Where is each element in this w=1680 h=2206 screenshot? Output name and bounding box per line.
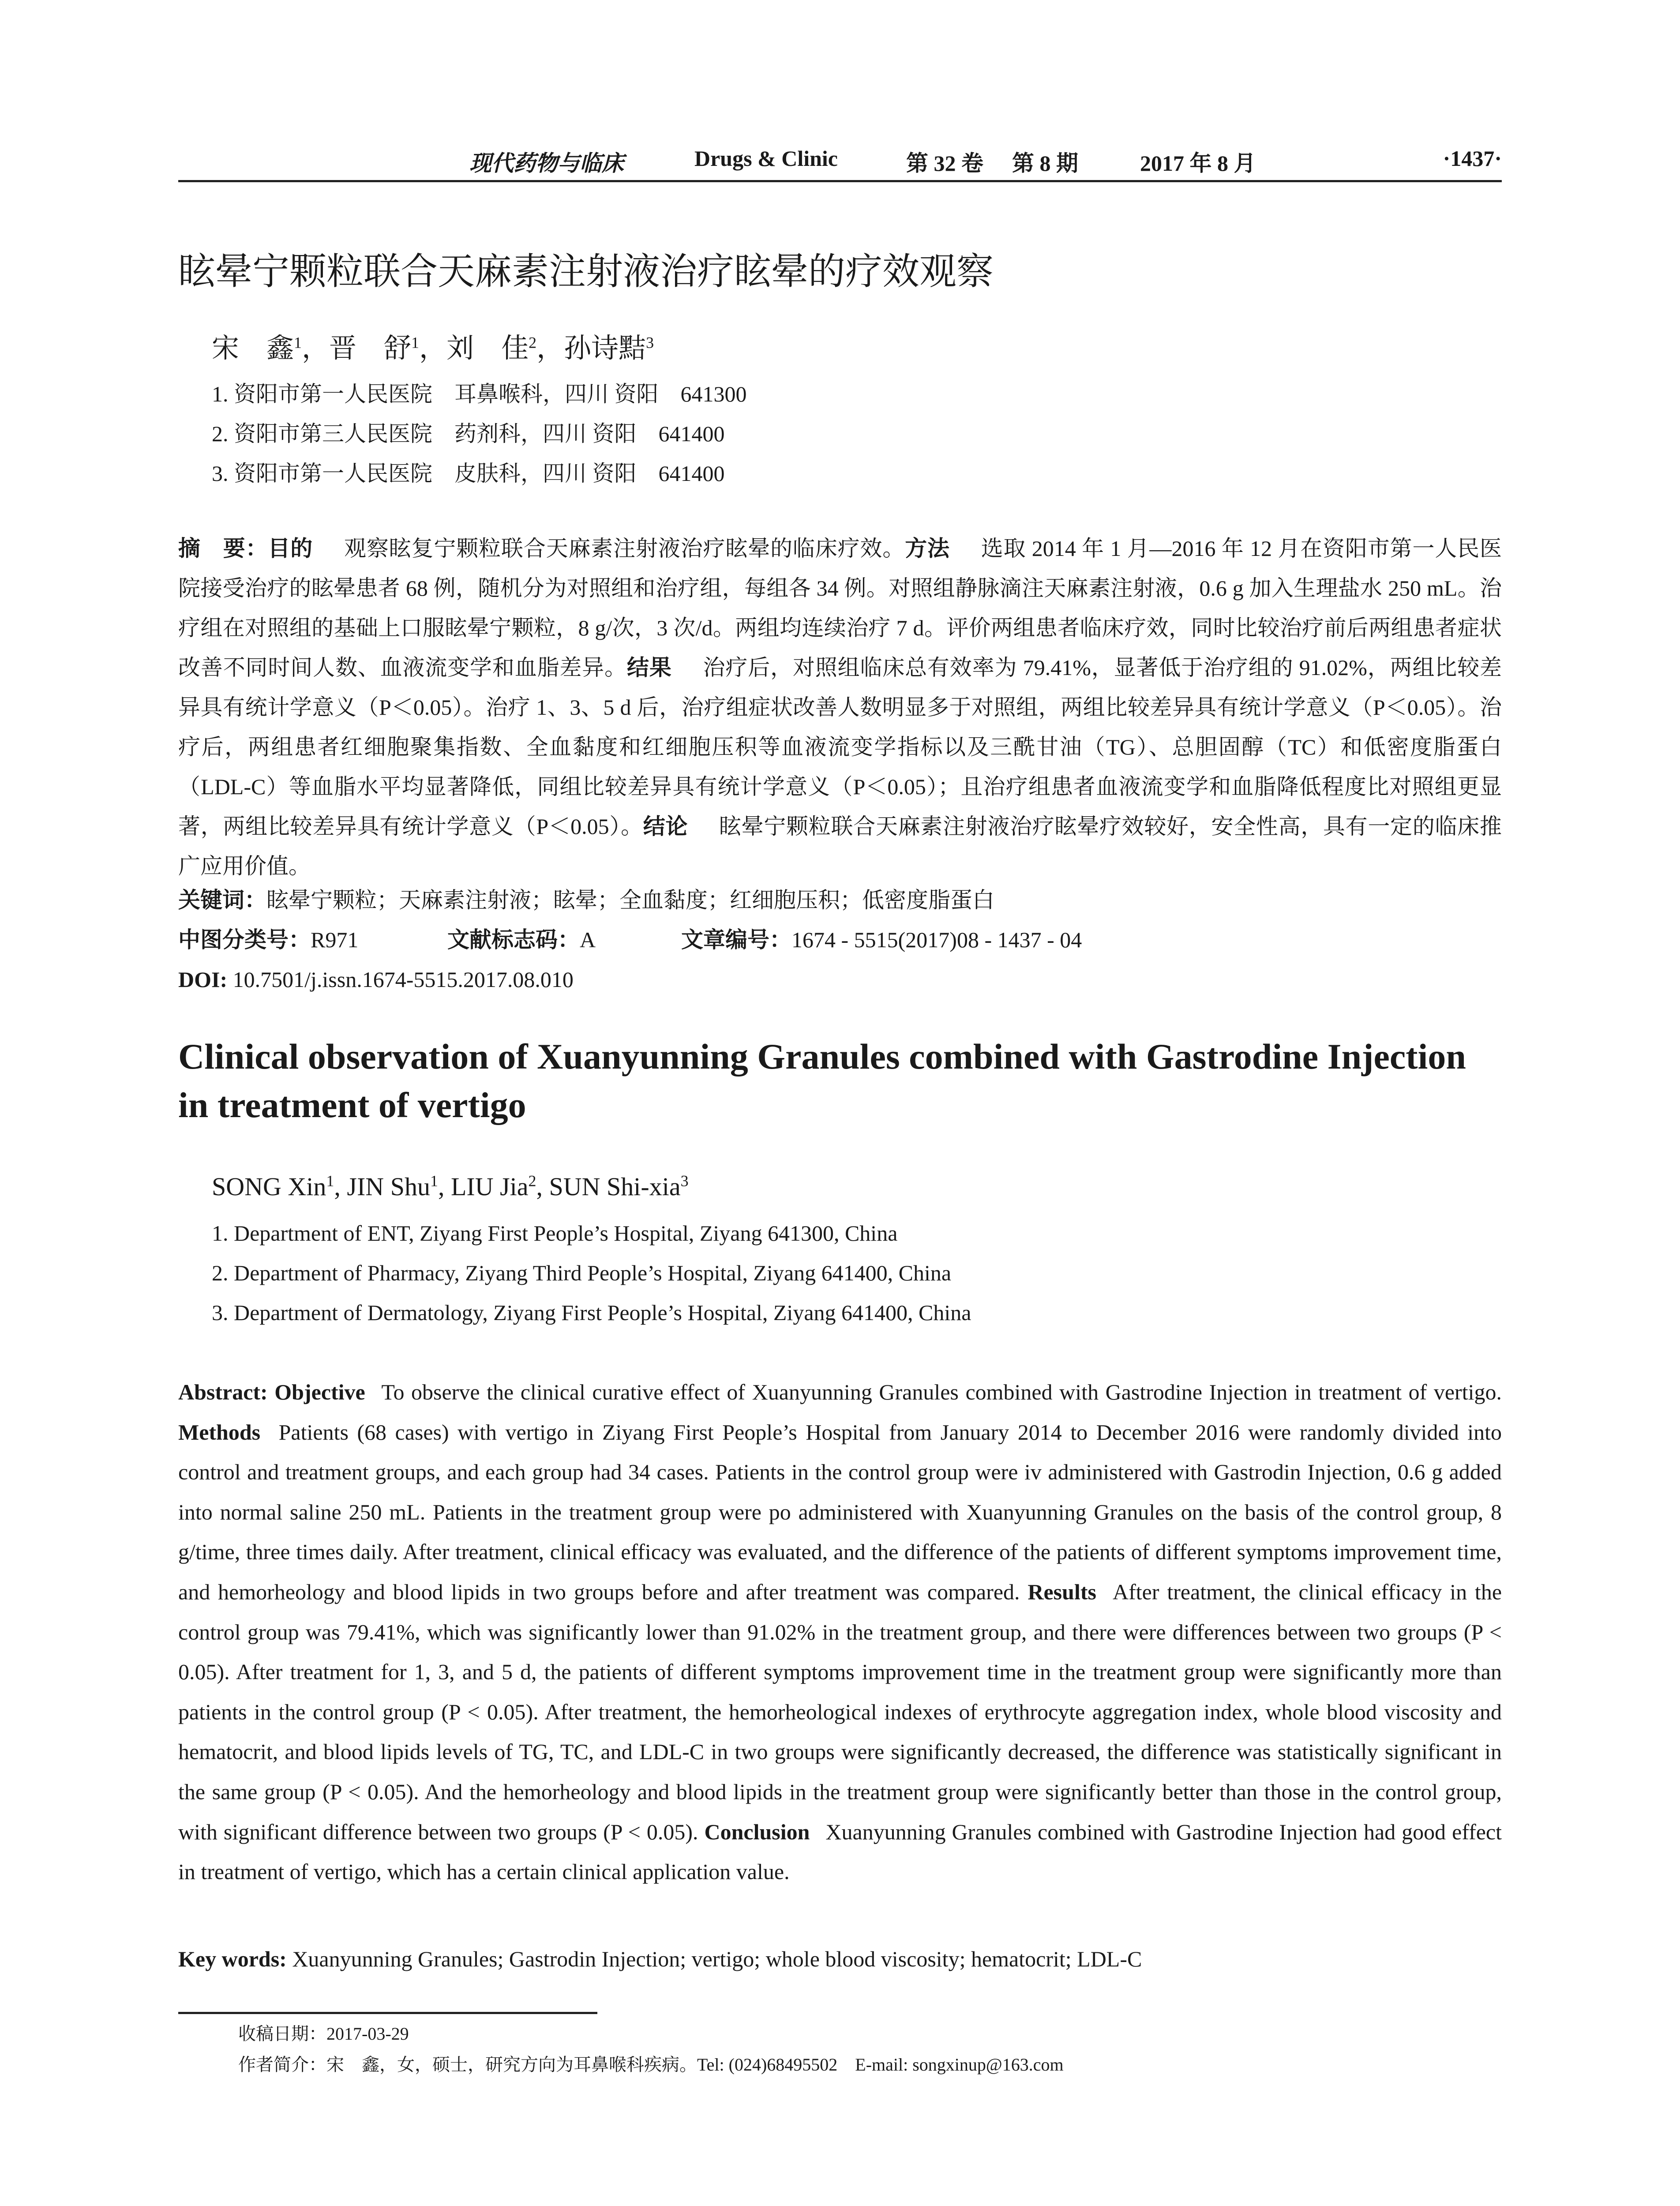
clc-label: 中图分类号： [178,927,311,953]
abstract-label: Abstract: [178,1380,268,1404]
affiliation-en: 2. Department of Pharmacy, Ziyang Third People’s Hospital, Ziyang 641400, China [212,1261,952,1285]
author-name: JIN Shu [347,1172,430,1201]
keywords-en [178,1939,1502,1979]
title-en: Clinical observation of Xuanyunning Granules combined with Gastrodine Injection in treatment of vertigo [178,1036,1466,1125]
author-name: 刘 佳 [446,334,529,364]
classification-line [178,920,1502,960]
title-cn: 眩晕宁颗粒联合天麻素注射液治疗眩晕的疗效观察 [178,250,994,293]
affiliation-cn: 3. 资阳市第一人民医院 皮肤科，四川 资阳 641400 [212,461,725,486]
issue-date: 2017 年 8 月 [1140,151,1256,176]
doc-code: A [580,927,596,952]
results-label: 结果 [626,655,672,680]
conclusion-text: Xuanyunning Granules combined with Gastrodine Injection had good effect in treatment of vertigo, which has a certain clinical application value. [178,1819,1502,1884]
abstract-cn [178,529,1502,886]
received-date: 2017-03-29 [326,2024,409,2044]
methods-text: 选取 2014 年 1 月—2016 年 12 月在资阳市第一人民医院接受治疗的眩晕患者 68 例，随机分为对照组和治疗组，每组各 34 例。对照组静脉滴注天麻素注射液，0.6 g 加入生理盐水 250 mL。治疗组在对照组的基础上口服眩晕宁颗粒，8 g/次，3 次/d。两组均连续治疗 7 d。评价两组患者临床疗效，同时比较治疗前后两组患者症状改善不同时间人数、血液流变学和血脂差异。 [178,536,1502,680]
methods-text: Patients (68 cases) with vertigo in Ziyang First People’s Hospital from January 2014 to December 2016 were randomly divided into control and treatment groups, and each group had 34 cases. Patients in the control group were iv administered with Gastrodin Injection, 0.6 g added into normal saline 250 mL. Patients in the treatment group were po administered with Xuanyunning Granules on the basis of the control group, 8 g/time, three times daily. After treatment, clinical efficacy was evaluated, and the difference of the patients of different symptoms improvement time, and hemorheology and blood lipids in two groups before and after treatment was compared. [178,1419,1502,1604]
author-bio: 宋 鑫，女，硕士，研究方向为耳鼻喉科疾病。Tel: (024)68495502 E-mail: songxinup@163.com [326,2055,1064,2075]
conclusion-label: Conclusion [704,1819,810,1844]
author-bio-label: 作者简介： [238,2055,326,2075]
author-bio-note [238,2052,1064,2078]
methods-label: Methods [178,1419,261,1444]
page-number: ·1437· [1443,146,1502,171]
results-text: 治疗后，对照组临床总有效率为 79.41%，显著低于治疗组的 91.02%，两组比较差异具有统计学意义（P＜0.05）。治疗 1、3、5 d 后，治疗组症状改善人数明显多于对照组，两组比较差异具有统计学意义（P＜0.05）。治疗后，两组患者红细胞聚集指数、全血黏度和红细胞压积等血液流变学指标以及三酰甘油（TG）、总胆固醇（TC）和低密度脂蛋白（LDL-C）等血脂水平均显著降低，同组比较差异具有统计学意义（P＜0.05）；且治疗组患者血液流变学和血脂降低程度比对照组更显著，两组比较差异具有统计学意义（P＜0.05）。 [178,655,1502,839]
author-name: 宋 鑫 [212,334,294,364]
author-name: 孙诗黠 [564,334,646,364]
keywords-label: 关键词： [178,887,266,913]
issue: 第 8 期 [1012,151,1078,176]
abstract-label: 摘 要： [178,536,268,561]
running-header [178,140,1502,182]
abstract-en [178,1372,1502,1892]
authors-en: SONG Xin$^1$, JIN Shu$^1$, LIU Jia$^2$, SUN Shi-xia$^3$ [212,1172,689,1201]
objective-label: Objective [274,1380,365,1404]
article-number-label: 文章编号： [681,927,791,953]
conclusion-label: 结论 [643,814,688,839]
affiliation-cn: 2. 资阳市第三人民医院 药剂科，四川 资阳 641400 [212,421,725,446]
doc-code-label: 文献标志码： [447,927,580,953]
author-sup: 2 [528,1172,536,1190]
doi-label: DOI: [178,967,228,992]
doi-line [178,960,1502,999]
doi-value[interactable]: 10.7501/j.issn.1674-5515.2017.08.010 [232,967,574,992]
keywords-label: Key words: [178,1947,287,1971]
results-label: Results [1028,1579,1096,1604]
author-name: SUN Shi-xia [549,1172,681,1201]
affiliation-en: 1. Department of ENT, Ziyang First People’s Hospital, Ziyang 641300, China [212,1221,898,1246]
methods-label: 方法 [905,536,950,561]
author-sup: 3 [680,1172,689,1190]
author-sup: 1 [411,334,420,352]
author-name: LIU Jia [450,1172,529,1201]
objective-text: 观察眩复宁颗粒联合天麻素注射液治疗眩晕的临床疗效。 [344,536,905,561]
author-name: 晋 舒 [329,334,412,364]
received-label: 收稿日期： [238,2024,326,2044]
results-text: After treatment, the clinical efficacy in the control group was 79.41%, which was significantly lower than 91.02% in the treatment group, and there were differences between two groups (P < 0.05). After treatment for 1, 3, and 5 d, the patients of different symptoms improvement time in the treatment group were significantly more than patients in the control group (P < 0.05). After treatment, the hemorheological indexes of erythrocyte aggregation index, whole blood viscosity and hematocrit, and blood lipids levels of TG, TC, and LDL-C in two groups were significantly decreased, the difference was statistically significant in the same group (P < 0.05). And the hemorheology and blood lipids in the treatment group were significantly better than those in the control group, with significant difference between two groups (P < 0.05). [178,1579,1502,1844]
journal-name-en: Drugs & Clinic [694,146,838,171]
author-sup: 1 [326,1172,334,1190]
keywords-text: Xuanyunning Granules; Gastrodin Injection; vertigo; whole blood viscosity; hematocrit; LDL-C [292,1947,1142,1971]
author-sup: 1 [294,334,302,352]
article-number: 1674 - 5515(2017)08 - 1437 - 04 [791,927,1082,952]
author-sup: 3 [646,334,654,352]
volume: 第 32 卷 [906,151,983,176]
author-sup: 1 [430,1172,438,1190]
journal-name-cn: 现代药物与临床 [469,151,624,176]
authors-cn: 宋 鑫$^1$，晋 舒$^1$，刘 佳$^2$，孙诗黠$^3$ [212,334,654,364]
received-date-note [238,2021,409,2047]
keywords-text: 眩晕宁颗粒；天麻素注射液；眩晕；全血黏度；红细胞压积；低密度脂蛋白 [266,888,994,912]
author-name: SONG Xin [212,1172,326,1201]
author-sup: 2 [529,334,537,352]
objective-label: 目的 [268,536,313,561]
clc-code: R971 [311,927,359,952]
conclusion-text: 眩晕宁颗粒联合天麻素注射液治疗眩晕疗效较好，安全性高，具有一定的临床推广应用价值。 [178,814,1502,878]
affiliation-en: 3. Department of Dermatology, Ziyang First People’s Hospital, Ziyang 641400, China [212,1300,971,1325]
footnote-divider [178,2012,597,2014]
objective-text: To observe the clinical curative effect of Xuanyunning Granules combined with Gastrodine Injection in treatment of vertigo. [381,1380,1502,1404]
affiliation-cn: 1. 资阳市第一人民医院 耳鼻喉科，四川 资阳 641300 [212,382,747,406]
keywords-cn [178,880,1502,920]
